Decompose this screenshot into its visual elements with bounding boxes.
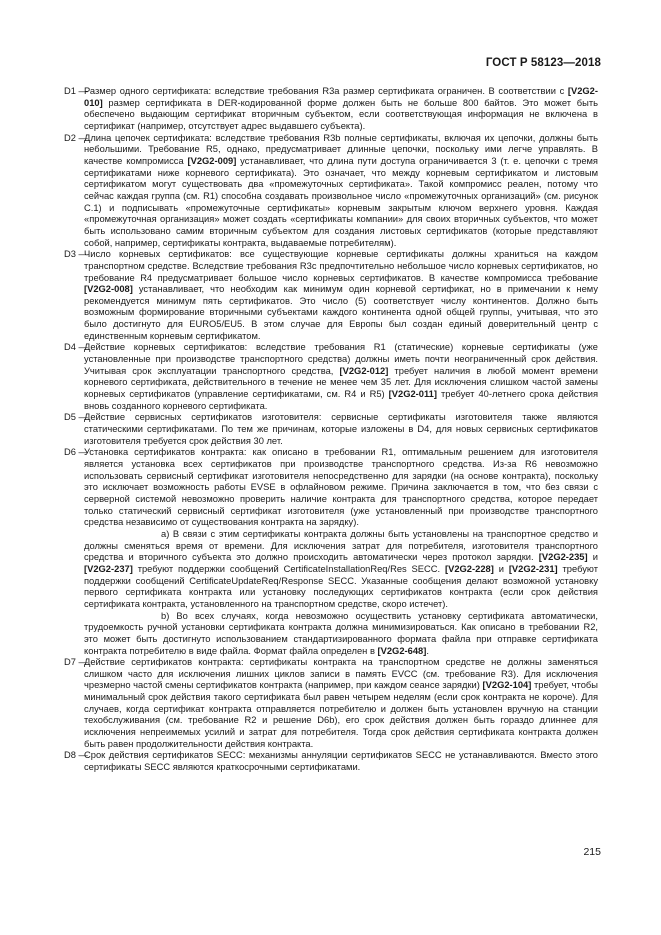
requirement-reference: [V2G2-237] xyxy=(84,563,133,574)
requirement-reference: [V2G2-008] xyxy=(84,284,133,295)
text-run: размер сертификата в DER-кодированной форме должен быть не больше 800 байтов. Это может быть обеспечено выдающим сертификат вторичным субъектом, если соответствующая информация не включена в сертификат (например, отсутствует адрес выдавшего субъекта). xyxy=(84,97,598,131)
text-run: Число корневых сертификатов: все существующие корневые сертификаты должны храниться на каждом транспортном средстве. Вследствие требования R3c предпочтительно небольшое число корневых сертификатов, но требование R4 предусматривает большое число корневых сертификатов. В качестве компромисса требование xyxy=(84,249,598,283)
sub-item-paragraph xyxy=(84,529,598,611)
item-paragraph xyxy=(84,342,598,412)
text-run: Размер одного сертификата: вследствие требования R3a размер сертификата ограничен. В соответствии с xyxy=(84,86,568,96)
item-paragraph xyxy=(84,249,598,342)
sub-item xyxy=(84,611,598,658)
text-run: Установка сертификатов контракта: как описано в требовании R1, оптимальным решением для изготовителя является установка всех сертификатов при производстве транспортного средства. Из-за R6 невозможно использовать сервисный сертификат изготовителя непосредственно для зарядки (на основе контракта), поскольку это исключает возможность работы EVSE в офлайновом режиме. Причина заключается в том, что без связи с серверной системой невозможно проверить наличие контракта для транспортного средства, которое передает только статический сервисный сертификат изготовителя (уже установленный при производстве транспортного средства независимо от существования контракта на зарядку). xyxy=(84,447,598,528)
requirement-reference: [V2G2-231] xyxy=(508,563,558,574)
item-label: D2 — xyxy=(64,132,88,143)
document-body xyxy=(64,86,599,774)
requirement-reference: [V2G2-648] xyxy=(377,645,427,656)
requirement-item xyxy=(64,412,598,447)
item-paragraph xyxy=(84,750,598,773)
text-run: . xyxy=(426,645,429,656)
item-label: D4 — xyxy=(64,342,88,353)
text-run: требуют поддержки сообщений CertificateUpdateReq/Response SECC. Указанные сообщения делают возможной установку первого сертификата контракта или установку последующих сертификатов контракта (если срок действия сертификата контракта, установленного на транспортном средстве, скоро истечет). xyxy=(84,563,598,609)
item-label: D1 — xyxy=(64,86,88,96)
text-run: требует наличия в любой момент времени корневого сертификата, действительного в течение не менее чем 35 лет. Для исключения слишком частой замены корневых сертификатов (управление сертификатами, см. R4 и R5) xyxy=(84,365,598,400)
text-run: и xyxy=(587,552,598,563)
requirement-reference: [V2G2-104] xyxy=(482,680,532,691)
text-run: устанавливает, что необходим как минимум один корневой сертификат, но в примечании к нему рекомендуется минимум пять сертификатов. Это число (5) соответствует числу континентов. Должно быть возможным формирование вторичными субъектами каждого континента одной общей группы, учитывая, что это было достигнуто для EURO5/EU5. В этом случае для Европы был создан единый доверительный центр с единственным корневым сертификатом. xyxy=(84,284,598,341)
item-paragraph xyxy=(84,447,598,529)
text-run: Действие корневых сертификатов: вследствие требования R1 (статические) корневые сертификаты (уже установленные при производстве транспортного средства) должны иметь почти неограниченный срок действия. Учитывая срок эксплуатации транспортного средства, xyxy=(84,342,598,376)
item-paragraph xyxy=(84,412,598,447)
requirement-reference: [V2G2-012] xyxy=(339,365,389,376)
requirement-item xyxy=(64,657,598,750)
requirement-reference: [V2G2-228] xyxy=(445,563,494,574)
sub-item-paragraph xyxy=(84,611,598,658)
text-run: требуют поддержки сообщений CertificateInstallationReq/Res SECC. xyxy=(132,563,445,574)
requirement-item xyxy=(64,447,598,657)
item-paragraph xyxy=(84,657,598,750)
item-label: D8 — xyxy=(64,750,88,761)
requirement-reference: [V2G2-011] xyxy=(388,389,437,400)
text-run: Длина цепочек сертификата: вследствие требования R3b полные сертификаты, включая их цепочки, должны быть небольшими. Требование R5, однако, предусматривает длинные цепочки, поскольку ими легче управлять. В качестве компромисса xyxy=(84,132,598,166)
text-run: устанавливает, что длина пути доступа ограничивается 3 (т. е. цепочки с тремя сертификатами ниже корневого сертификата). Это означает, что между корневым сертификатом и листовым сертификатом могут существовать два «промежуточных сертификата». Такой компромисс реален, потому что сейчас каждая группа (см. R1) способна создавать произвольное число «промежуточных организаций» (см. рисунок С.1) и подписывать «промежуточные сертификаты» корневым закрытым ключом верхнего уровня. Каждая «промежуточная организация» может создать «сертификаты компании» для своих вторичных субъектов, что может быть использовано самим вторичным субъектом для создания листовых сертификатов (которые представляют собой, например, сертификаты контракта, выдаваемые потребителям). xyxy=(84,155,598,248)
text-run: Срок действия сертификатов SECC: механизмы аннуляции сертификатов SECC не устанавливаются. Вместо этого сертификаты SECC являются краткосрочными сертификатами. xyxy=(84,750,598,773)
item-paragraph xyxy=(84,86,598,133)
sub-item xyxy=(84,529,598,611)
text-run: b) Во всех случаях, когда невозможно осуществить установку сертификата автоматически, трудоемкость ручной установки сертификата контракта должна минимизироваться. Как описано в требовании R2, это может быть достигнуто использованием стандартизированного формата файла при отправке сертификата контракта потребителю в виде файла. Формат файла определен в xyxy=(84,610,598,656)
requirement-item xyxy=(64,249,598,342)
page-number: 215 xyxy=(583,846,601,858)
text-run: требует 40-летнего срока действия вновь созданного корневого сертификата. xyxy=(84,389,599,411)
requirement-reference: [V2G2-009] xyxy=(187,155,237,166)
text-run: требует, чтобы минимальный срок действия такого сертификата был равен четырем неделям (если срок контракта не короче). Для случаев, когда сертификат контракта отправляется потребителю и должен быть установлен вручную на станции техобслуживания (см. требование R2 и решение D6b), его срок действия должен быть гораздо длиннее для исключения непреимемых усилий и затрат для потребителя. Тогда срок действия сертификата контракта должен быть равен продолжительности действия контракта. xyxy=(84,680,598,749)
text-run: а) В связи с этим сертификаты контракта должны быть установлены на транспортное средство и должны сменяться время от времени. Для исключения затрат для потребителя, изготовителя транспортного средства и вторичного субъекта это должно происходить автоматически через протокол зарядки. xyxy=(84,528,598,563)
requirement-item xyxy=(64,132,598,250)
requirement-item xyxy=(64,86,598,133)
requirement-reference: [V2G2-010] xyxy=(84,86,598,108)
requirement-item xyxy=(64,342,599,412)
text-run: Действие сертификатов контракта: сертификаты контракта на транспортном средстве не должны заменяться слишком часто для исключения лишних циклов записи в память EVCC (см. требование R3). Для исключения чрезмерно частой смены сертификатов контракта (например, при каждом сеансе зарядки) xyxy=(84,657,598,691)
item-label: D6 — xyxy=(64,447,88,458)
item-label: D7 — xyxy=(64,657,88,668)
item-paragraph xyxy=(84,133,598,250)
item-label: D5 — xyxy=(64,412,88,423)
text-run: Действие сервисных сертификатов изготовителя: сервисные сертификаты изготовителя также являются статическими сертификатами. По тем же причинам, которые изложены в D4, для новых сервисных сертификатов изготовителя требуется срок действия 30 лет. xyxy=(84,412,598,446)
standard-designation: ГОСТ Р 58123—2018 xyxy=(485,57,601,69)
item-label: D3 — xyxy=(64,249,88,260)
requirement-item xyxy=(64,750,598,773)
text-run: и xyxy=(493,563,509,574)
requirement-reference: [V2G2-235] xyxy=(538,552,588,563)
